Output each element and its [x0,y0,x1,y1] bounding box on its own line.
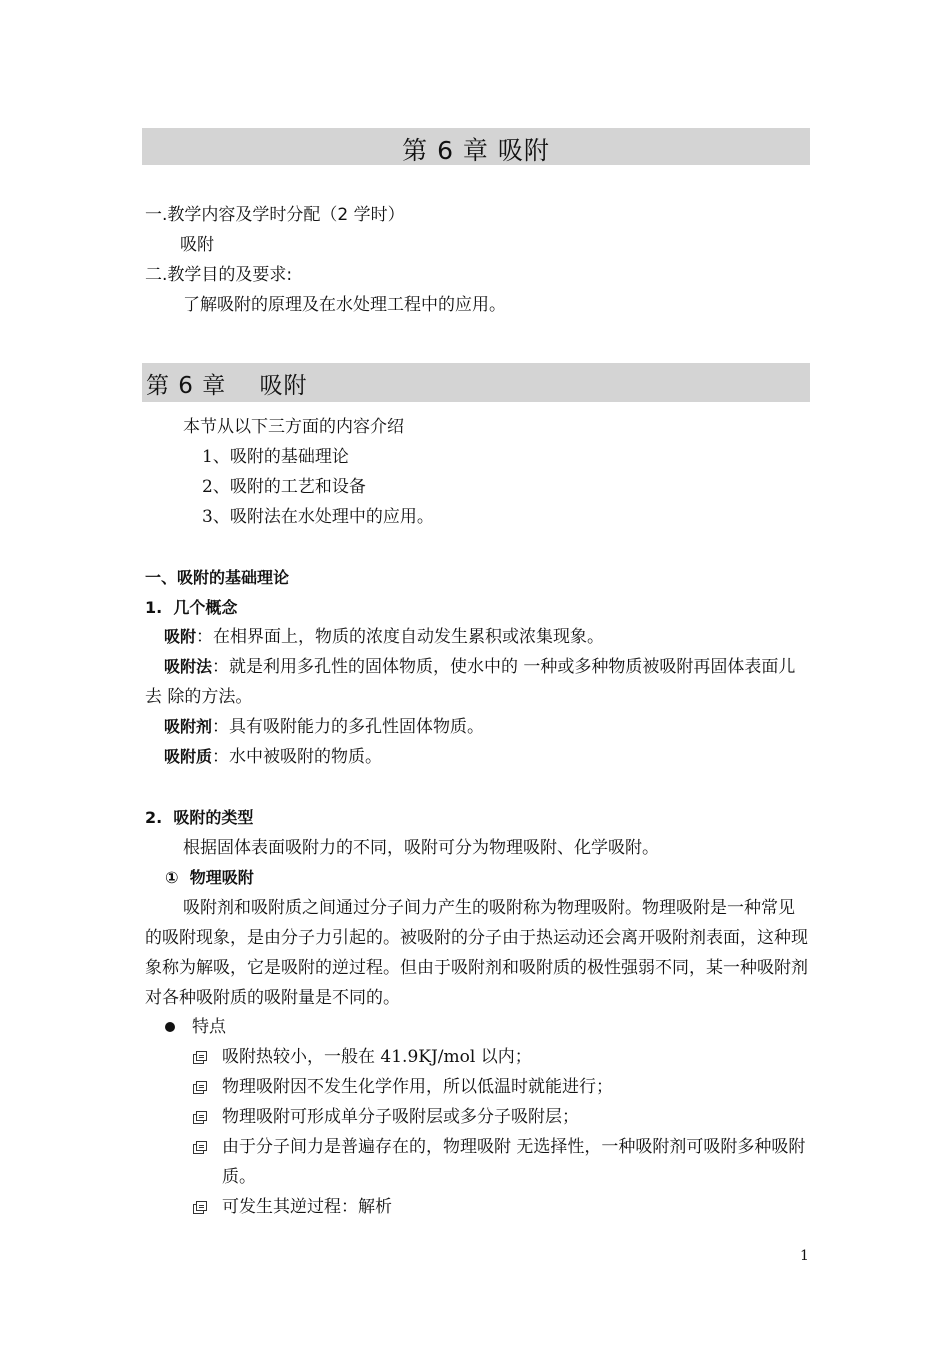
intro-item-2-label: 二.教学目的及要求: [145,265,293,285]
physical-adsorption-description: 吸附剂和吸附质之间通过分子间力产生的吸附称为物理吸附。物理吸附是一种常见的吸附现象，是由分子力引起的。被吸附的分子由于热运动还会离开吸附剂表面，这种现象称为解吸，它是吸附的逆过程。但由于吸附剂和吸附质的极性强弱不同，某一种吸附剂对各种吸附质的吸附量是不同的。 [145,898,808,1008]
term-name: 吸附法 [164,657,213,676]
term-name: 吸附质 [164,747,213,766]
term-row [164,716,484,738]
term-row [164,626,604,648]
intro-item-2-value: 了解吸附的原理及在水处理工程中的应用。 [183,295,506,315]
term-definition: 就是利用多孔性的固体物质，使水中的 一种或多种物质被吸附再固体表面儿去 除的方法。 [145,657,796,707]
section-title-bar [142,363,810,402]
document-icon [193,1081,206,1093]
term-definition: 具有吸附能力的多孔性固体物质。 [229,717,485,737]
term-name: 吸附 [164,627,197,646]
feature-item: 吸附热较小，一般在 41.9KJ/mol 以内； [222,1047,532,1067]
document-icon [193,1201,206,1213]
document-icon [193,1111,206,1123]
term-separator: ： [196,627,214,647]
intro-item-1-value: 吸附 [180,235,214,255]
feature-item: 由于分子间力是普遍存在的，物理吸附 无选择性，一种吸附剂可吸附多种吸附质。 [222,1137,806,1187]
feature-item: 物理吸附因不发生化学作用，所以低温时就能进行； [222,1077,613,1097]
bullet-dot-icon [165,1022,175,1032]
types-intro: 根据固体表面吸附力的不同，吸附可分为物理吸附、化学吸附。 [183,838,659,858]
subheading-concepts: 1. 几个概念 [145,598,238,617]
overview-list-item: 3、吸附法在水处理中的应用。 [202,507,434,527]
physical-adsorption-heading: ① 物理吸附 [165,868,254,887]
term-definition: 水中被吸附的物质。 [229,747,383,767]
features-label: 特点 [192,1017,226,1037]
document-icon [193,1141,206,1153]
subheading-types: 2. 吸附的类型 [145,808,254,827]
term-name: 吸附剂 [164,717,213,736]
term-row [164,746,382,768]
chapter-title: 第 6 章 吸附 [402,136,550,165]
term-separator: ： [212,657,230,677]
feature-item: 物理吸附可形成单分子吸附层或多分子吸附层； [222,1107,579,1127]
term-definition: 在相界面上，物质的浓度自动发生累积或浓集现象。 [213,627,605,647]
term-row [145,652,810,712]
overview-list-item: 1、吸附的基础理论 [202,447,349,467]
page-number: 1 [800,1248,809,1264]
section-title: 第 6 章 吸附 [146,373,308,399]
chapter-title-bar [142,128,810,165]
feature-item: 可发生其逆过程：解析 [222,1197,392,1217]
basics-heading: 一、吸附的基础理论 [145,568,290,587]
term-separator: ： [212,747,230,767]
term-separator: ： [212,717,230,737]
intro-item-1-label: 一.教学内容及学时分配（2 学时） [145,205,405,225]
section-overview: 本节从以下三方面的内容介绍 [183,417,404,437]
document-icon [193,1051,206,1063]
overview-list-item: 2、吸附的工艺和设备 [202,477,366,497]
